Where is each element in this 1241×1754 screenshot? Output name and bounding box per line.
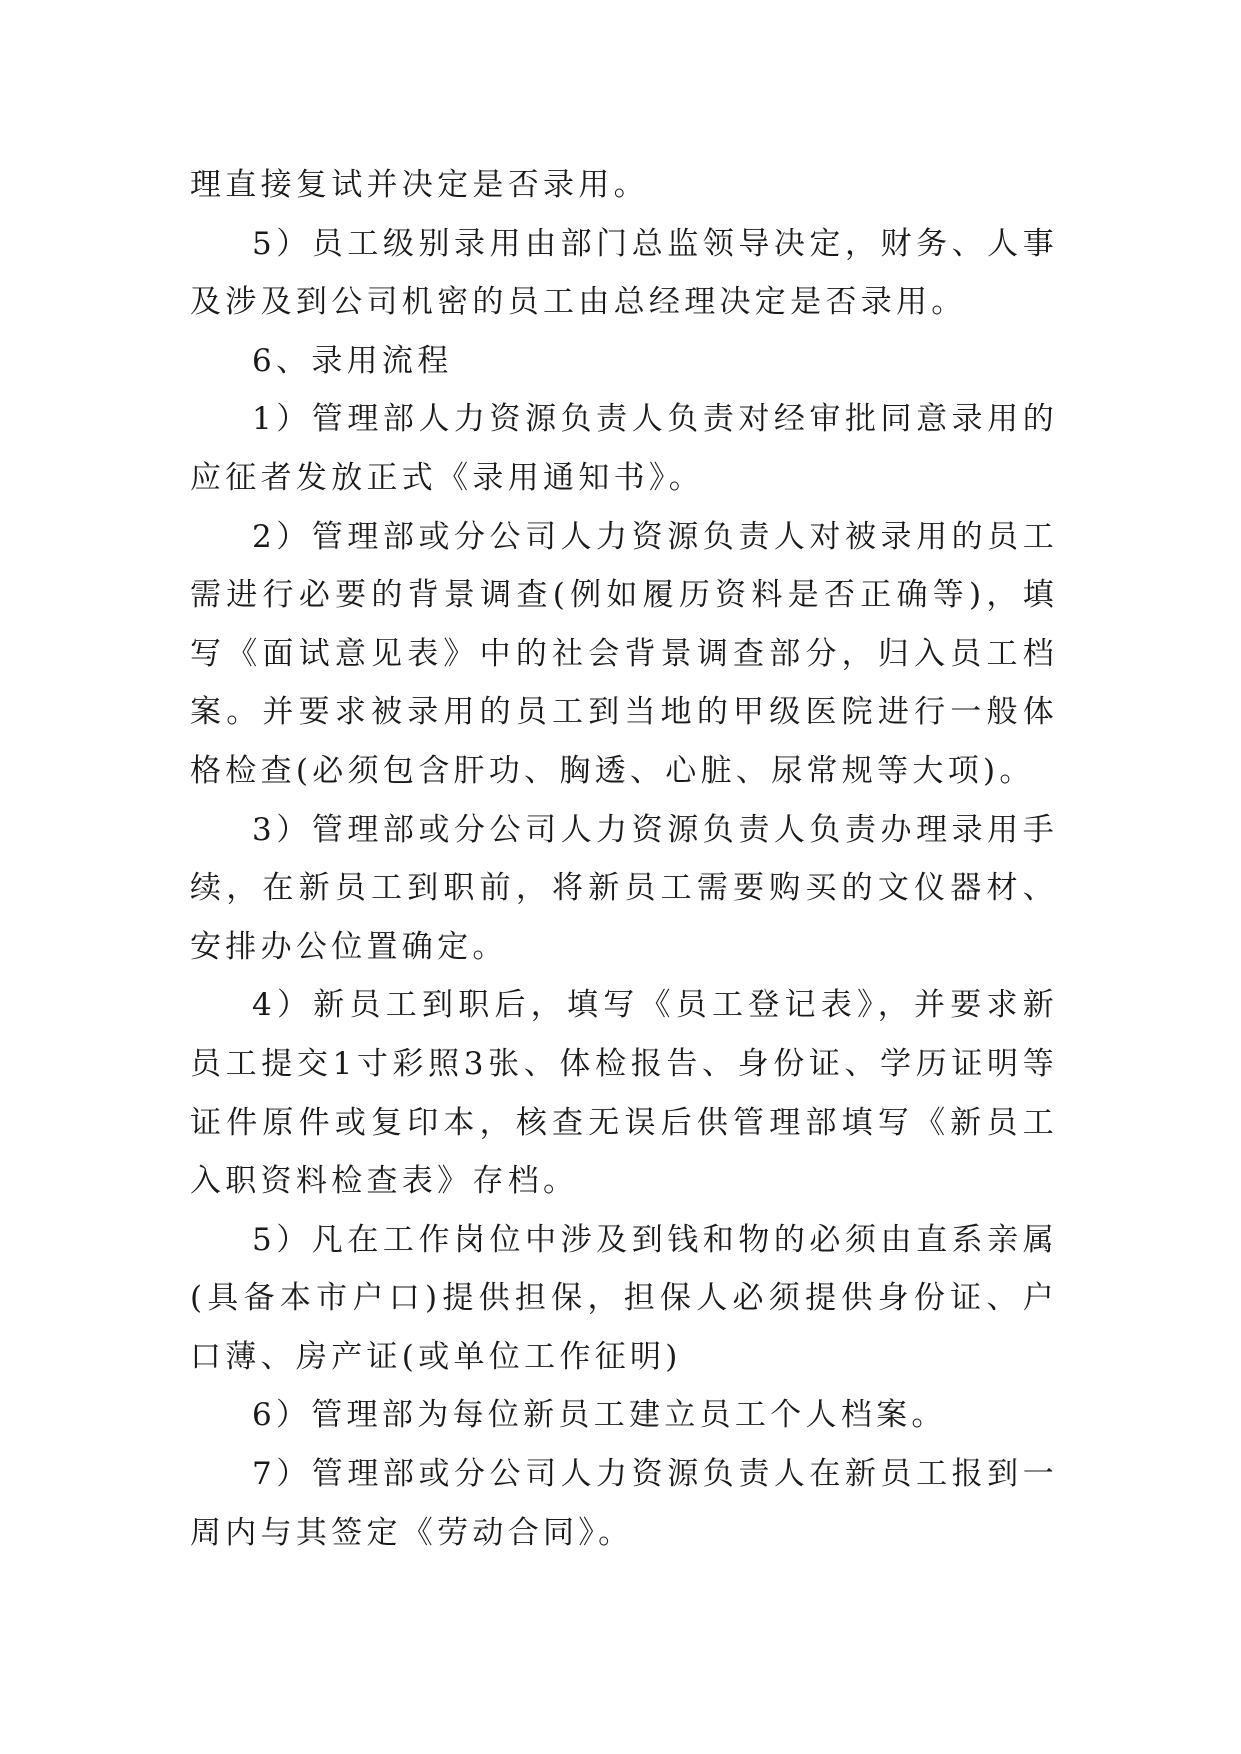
paragraph-5-hiring-authority: 5）员工级别录用由部门总监领导决定，财务、人事及涉及到公司机密的员工由总经理决定是否录用。 [190,225,1058,321]
paragraph-step-2: 2）管理部或分公司人力资源负责人对被录用的员工需进行必要的背景调查(例如履历资料是否正确等)，填写《面试意见表》中的社会背景调查部分，归入员工档案。并要求被录用的员工到当地的甲级医院进行一般体格检查(必须包含肝功、胸透、心脏、尿常规等大项)。 [190,518,1058,789]
paragraph-step-7: 7）管理部或分公司人力资源负责人在新员工报到一周内与其签定《劳动合同》。 [190,1456,1058,1551]
paragraph-continuation: 理直接复试并决定是否录用。 [190,167,649,203]
paragraph-step-5: 5）凡在工作岗位中涉及到钱和物的必须由直系亲属(具备本市户口)提供担保，担保人必须提供身份证、户口薄、房产证(或单位工作征明) [190,1221,1058,1375]
section-heading-hiring-process: 6、录用流程 [252,342,453,379]
document-body [190,156,1058,1562]
paragraph-step-6: 6）管理部为每位新员工建立员工个人档案。 [252,1397,947,1434]
paragraph-step-4: 4）新员工到职后，填写《员工登记表》，并要求新员工提交1寸彩照3张、体检报告、身份证、学历证明等证件原件或复印本，核查无误后供管理部填写《新员工入职资料检查表》存档。 [190,987,1058,1200]
paragraph-step-1: 1）管理部人力资源负责人负责对经审批同意录用的应征者发放正式《录用通知书》。 [190,401,1058,496]
paragraph-step-3: 3）管理部或分公司人力资源负责人负责办理录用手续，在新员工到职前，将新员工需要购买的文仪器材、安排办公位置确定。 [190,811,1058,965]
